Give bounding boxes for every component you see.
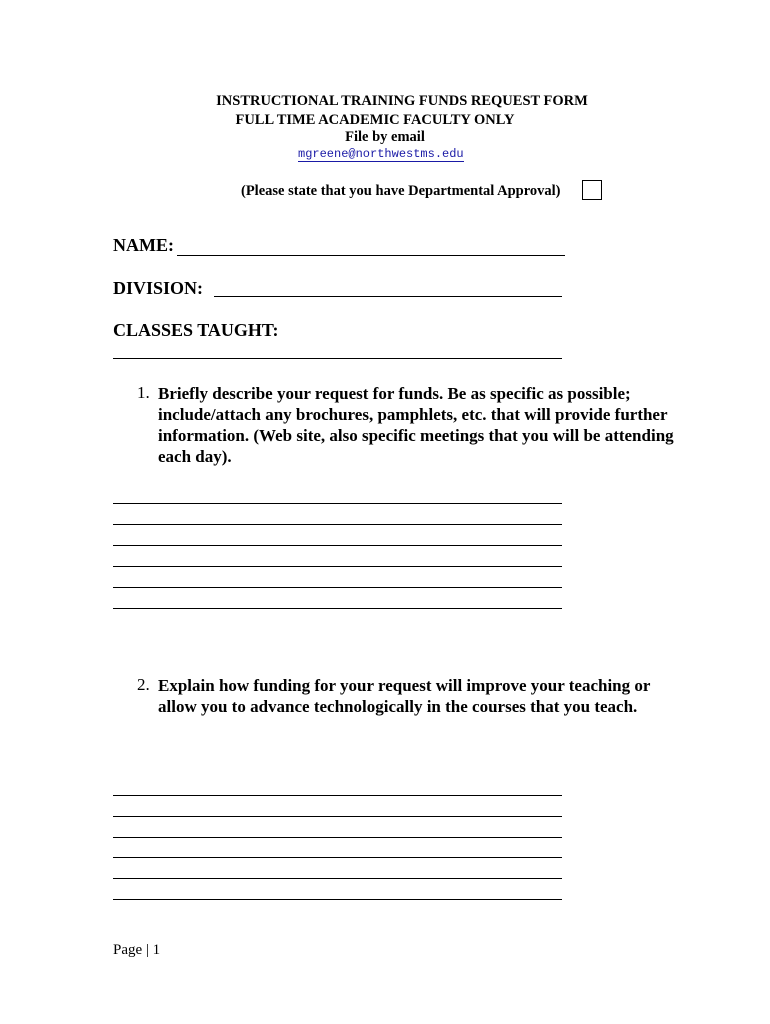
form-subtitle: FULL TIME ACADEMIC FACULTY ONLY xyxy=(235,112,515,128)
email-link[interactable]: mgreene@northwestms.edu xyxy=(298,147,464,161)
name-label: NAME: xyxy=(113,235,174,255)
answer-1-line[interactable] xyxy=(113,587,562,588)
approval-text: (Please state that you have Departmental Approval) xyxy=(241,183,561,199)
division-field[interactable] xyxy=(214,296,562,297)
answer-2-line[interactable] xyxy=(113,878,562,879)
question-2-text: Explain how funding for your request will improve your teaching or allow you to advance technologically in the courses that you teach. xyxy=(158,676,651,716)
file-by-text: File by email xyxy=(345,129,425,145)
approval-checkbox[interactable] xyxy=(582,180,602,200)
answer-2-line[interactable] xyxy=(113,857,562,858)
answer-1-line[interactable] xyxy=(113,608,562,609)
answer-2-line[interactable] xyxy=(113,816,562,817)
answer-1-line[interactable] xyxy=(113,524,562,525)
question-1-text: Briefly describe your request for funds. Be as specific as possible; include/attach any brochures, pamphlets, etc. that will provide further information. (Web site, also specific meetings that you will be attending each day). xyxy=(158,384,674,466)
answer-2-line[interactable] xyxy=(113,837,562,838)
page-number: Page | 1 xyxy=(113,942,161,958)
question-1-number: 1. xyxy=(137,383,150,402)
classes-taught-label: CLASSES TAUGHT: xyxy=(113,320,279,340)
answer-2-line[interactable] xyxy=(113,795,562,796)
question-2-number: 2. xyxy=(137,675,150,694)
answer-1-line[interactable] xyxy=(113,545,562,546)
division-label: DIVISION: xyxy=(113,278,204,298)
form-title: INSTRUCTIONAL TRAINING FUNDS REQUEST FORM xyxy=(216,93,588,109)
answer-1-line[interactable] xyxy=(113,566,562,567)
answer-2-line[interactable] xyxy=(113,899,562,900)
name-field[interactable] xyxy=(177,255,565,256)
classes-taught-field[interactable] xyxy=(113,358,562,359)
answer-1-line[interactable] xyxy=(113,503,562,504)
